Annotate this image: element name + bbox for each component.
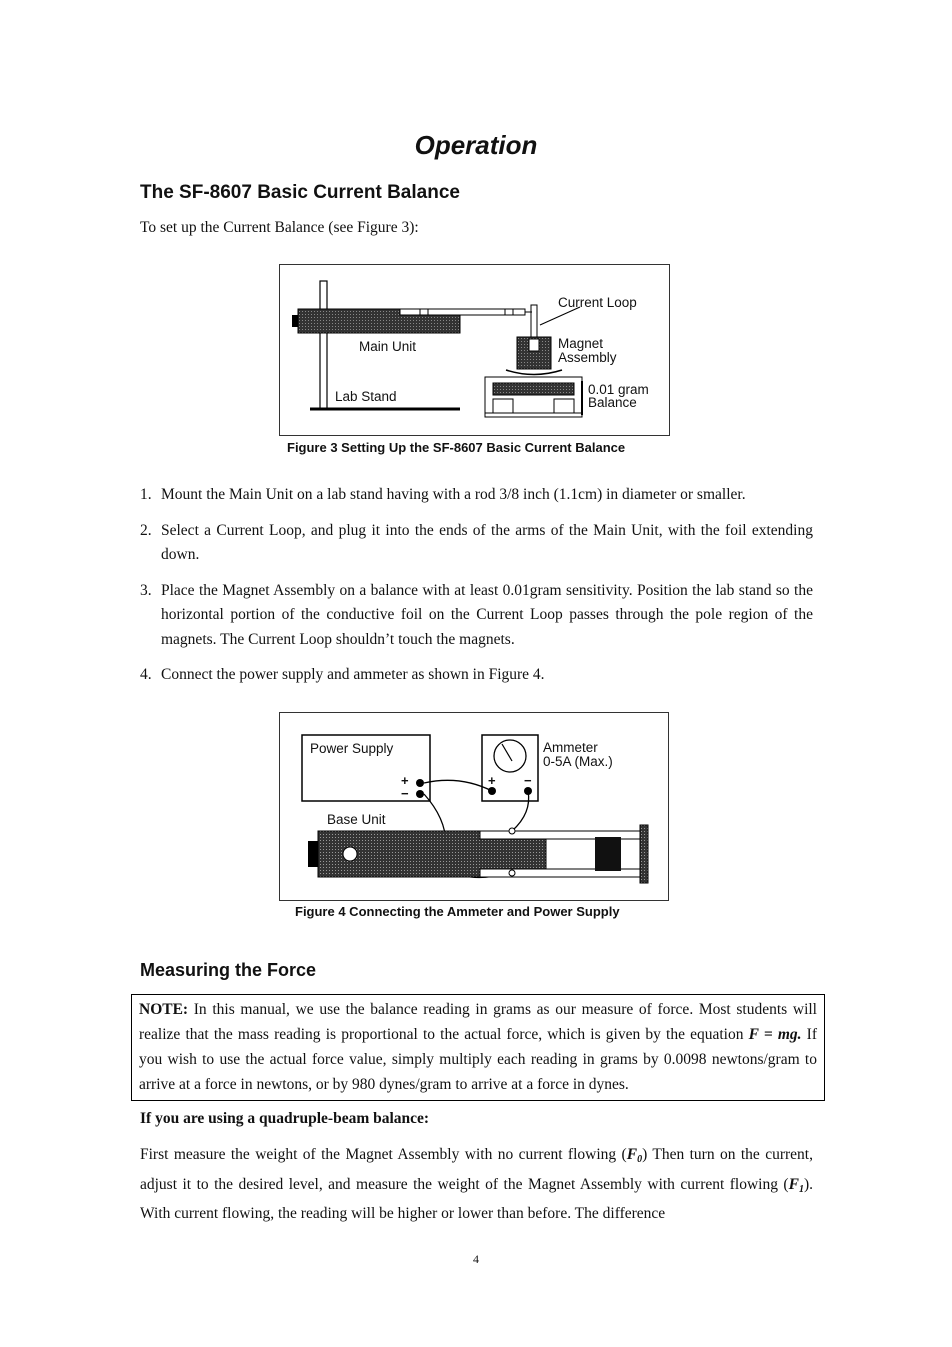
note-label: NOTE: bbox=[139, 1001, 189, 1018]
label-magnet-assembly bbox=[558, 337, 617, 365]
figure-3-illustration bbox=[279, 264, 670, 436]
figure-4-illustration bbox=[279, 712, 669, 901]
note-text-2: If you wish to use the actual force value, simply multiply each reading in grams by 0.0098 newtons/gram to arrive at a force in newtons, or by 980 dynes/gram to arrive at a force in dynes. bbox=[139, 1026, 817, 1093]
label-ammeter-minus: − bbox=[524, 773, 532, 788]
intro-paragraph: To set up the Current Balance (see Figure 3): bbox=[140, 219, 419, 236]
step-text: Select a Current Loop, and plug it into the ends of the arms of the Main Unit, with the foil extending down. bbox=[161, 521, 813, 563]
step-text: Mount the Main Unit on a lab stand having with a rod 3/8 inch (1.1cm) in diameter or smaller. bbox=[161, 486, 746, 503]
step-text: Place the Magnet Assembly on a balance with at least 0.01gram sensitivity. Position the lab stand so the horizontal portion of the conductive foil on the Current Loop passes through the pole region of the magnets. The Current Loop shouldn’t touch the magnets. bbox=[161, 581, 813, 648]
note-box bbox=[131, 994, 825, 1101]
label-lab-stand: Lab Stand bbox=[335, 389, 397, 404]
step-text: Connect the power supply and ammeter as shown in Figure 4. bbox=[161, 666, 545, 683]
var-f0-subscript: 0 bbox=[637, 1154, 643, 1165]
label-ammeter bbox=[543, 741, 613, 769]
label-assembly-line2: Assembly bbox=[558, 350, 617, 365]
base-unit-pivot bbox=[343, 847, 357, 861]
label-main-unit: Main Unit bbox=[359, 339, 417, 354]
var-f1-subscript: 1 bbox=[798, 1183, 804, 1195]
final-paragraph bbox=[140, 1143, 813, 1227]
figure-3-caption: Figure 3 Setting Up the SF-8607 Basic Current Balance bbox=[287, 440, 626, 455]
list-item bbox=[140, 579, 813, 653]
ammeter-dial bbox=[494, 740, 526, 772]
power-supply-minus-terminal bbox=[416, 790, 424, 798]
list-item bbox=[140, 663, 813, 688]
quad-beam-heading: If you are using a quadruple-beam balance: bbox=[140, 1110, 430, 1127]
balance-pan bbox=[493, 383, 574, 395]
label-ammeter-line1: Ammeter bbox=[543, 740, 598, 755]
base-unit-magnet bbox=[595, 837, 621, 871]
var-f1: F bbox=[788, 1175, 799, 1193]
list-item bbox=[140, 519, 813, 568]
step-number: 2. bbox=[140, 521, 152, 539]
page-number: 4 bbox=[473, 1252, 479, 1266]
label-ammeter-plus: + bbox=[488, 773, 496, 788]
label-power-supply: Power Supply bbox=[310, 741, 394, 756]
figure-4-caption: Figure 4 Connecting the Ammeter and Power Supply bbox=[295, 904, 620, 919]
var-f0: F bbox=[626, 1146, 638, 1163]
step-number: 1. bbox=[140, 486, 152, 503]
base-unit-knob bbox=[308, 841, 318, 867]
note-equation: F = mg. bbox=[748, 1026, 802, 1043]
lab-stand-rod bbox=[320, 281, 327, 409]
label-balance-line1: 0.01 gram bbox=[588, 382, 649, 397]
step-number: 4. bbox=[140, 666, 152, 683]
main-unit-knob bbox=[292, 315, 298, 327]
label-ammeter-line2: 0-5A (Max.) bbox=[543, 754, 613, 769]
setup-steps-list bbox=[140, 483, 813, 699]
base-unit-loop bbox=[640, 825, 648, 883]
label-current-loop: Current Loop bbox=[558, 295, 637, 310]
section-heading-basic-current-balance: The SF-8607 Basic Current Balance bbox=[140, 182, 460, 203]
section-heading-measuring-force: Measuring the Force bbox=[140, 960, 317, 980]
note-text-1: In this manual, we use the balance reading in grams as our measure of force. Most students will realize that the mass reading is proportional to the actual force, which is given by the equation bbox=[139, 1001, 817, 1043]
label-balance-line2: Balance bbox=[588, 395, 637, 410]
label-base-unit: Base Unit bbox=[327, 812, 386, 827]
power-supply-plus-terminal bbox=[416, 779, 424, 787]
label-supply-minus: − bbox=[401, 786, 409, 801]
label-supply-plus: + bbox=[401, 773, 409, 788]
label-magnet-line1: Magnet bbox=[558, 336, 604, 351]
list-item bbox=[140, 483, 813, 508]
final-text-1: First measure the weight of the Magnet Assembly with no current flowing ( bbox=[140, 1146, 627, 1163]
label-balance bbox=[588, 383, 649, 409]
step-number: 3. bbox=[140, 581, 152, 599]
final-text-3: ). With current flowing, the reading will be higher or lower than before. The difference bbox=[140, 1175, 813, 1222]
page-title: Operation bbox=[414, 130, 538, 160]
final-text-2: ) Then turn on the current, adjust it to the desired level, and measure the weight of the Magnet Assembly with current flowing ( bbox=[140, 1146, 813, 1193]
